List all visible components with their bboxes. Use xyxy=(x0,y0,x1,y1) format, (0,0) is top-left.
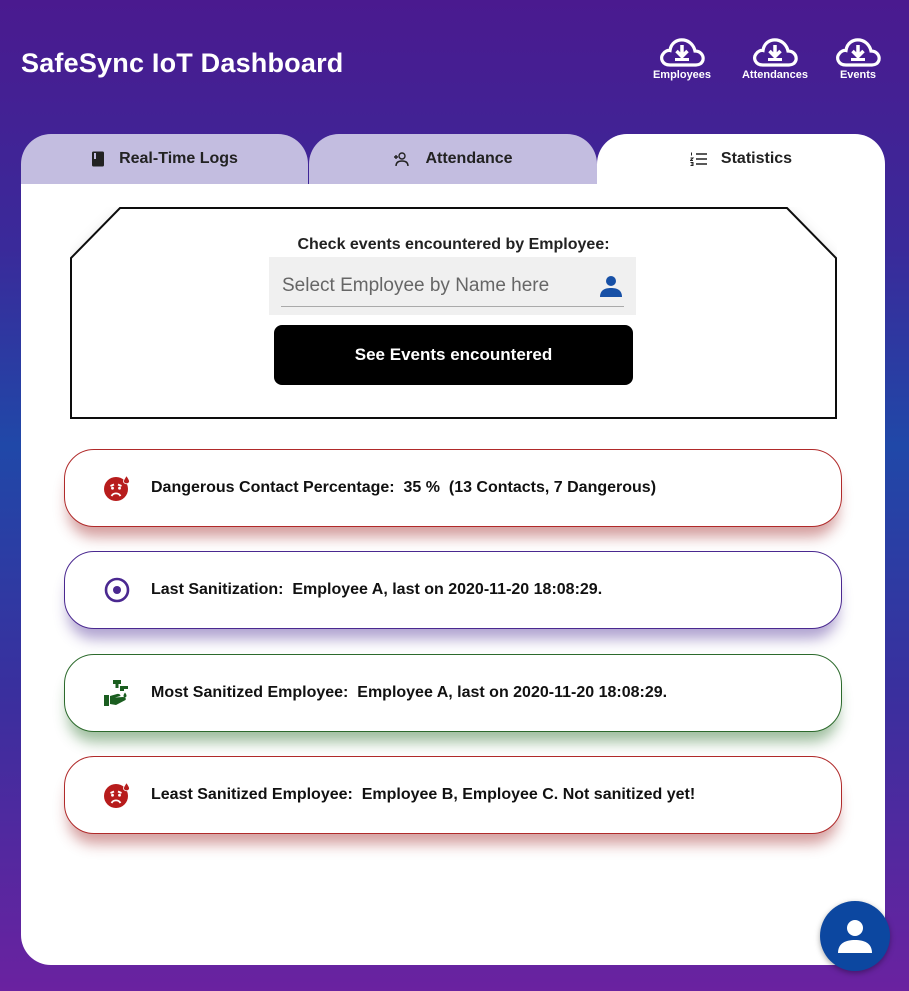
statistics-panel xyxy=(21,184,885,965)
book-icon xyxy=(91,151,105,167)
stat-card-dangerous-contact xyxy=(64,449,842,527)
sad-face-icon xyxy=(103,474,131,502)
employee-select-field[interactable] xyxy=(269,257,636,315)
employee-search-input[interactable] xyxy=(269,265,594,307)
tab-label: Attendance xyxy=(425,150,513,167)
stat-value: Employee A, last on 2020-11-20 18:08:29. xyxy=(357,684,668,701)
stat-value: Employee A, last on 2020-11-20 18:08:29. xyxy=(292,581,603,598)
stat-label: Dangerous Contact Percentage: xyxy=(151,479,395,496)
stat-value: 35 % (13 Contacts, 7 Dangerous) xyxy=(403,479,657,496)
filter-label: Check events encountered by Employee: xyxy=(297,236,610,253)
stat-card-least-sanitized xyxy=(64,756,842,834)
user-profile-button[interactable] xyxy=(820,901,890,971)
tab-attendance[interactable] xyxy=(309,134,597,184)
stat-label: Most Sanitized Employee: xyxy=(151,684,349,701)
download-events-label: Events xyxy=(839,69,877,81)
person-add-icon xyxy=(393,152,411,167)
tab-label: Real-Time Logs xyxy=(119,150,238,167)
tab-label: Statistics xyxy=(720,150,793,167)
input-underline xyxy=(281,306,624,307)
download-attendances-button[interactable] xyxy=(735,36,815,81)
person-icon xyxy=(836,917,874,955)
radio-target-icon xyxy=(103,576,131,604)
hand-wash-icon xyxy=(103,679,131,707)
cloud-download-icon xyxy=(833,36,883,68)
employee-filter-box xyxy=(70,207,837,419)
download-employees-button[interactable] xyxy=(642,36,722,81)
cloud-download-icon xyxy=(750,36,800,68)
download-attendances-label: Attendances xyxy=(741,69,809,81)
tab-real-time-logs[interactable] xyxy=(21,134,308,184)
stat-label: Least Sanitized Employee: xyxy=(151,786,353,803)
stat-value: Employee B, Employee C. Not sanitized yet! xyxy=(361,786,696,803)
see-events-button[interactable]: See Events encountered xyxy=(274,325,633,385)
stat-label: Last Sanitization: xyxy=(151,581,284,598)
stat-card-most-sanitized xyxy=(64,654,842,732)
person-icon xyxy=(600,275,622,297)
tab-statistics[interactable] xyxy=(597,134,885,184)
download-events-button[interactable] xyxy=(818,36,898,81)
app-title: SafeSync IoT Dashboard xyxy=(21,48,344,78)
cloud-download-icon xyxy=(657,36,707,68)
sad-face-icon xyxy=(103,781,131,809)
download-employees-label: Employees xyxy=(652,69,712,81)
list-numbered-icon xyxy=(690,152,707,166)
stat-card-last-sanitization xyxy=(64,551,842,629)
